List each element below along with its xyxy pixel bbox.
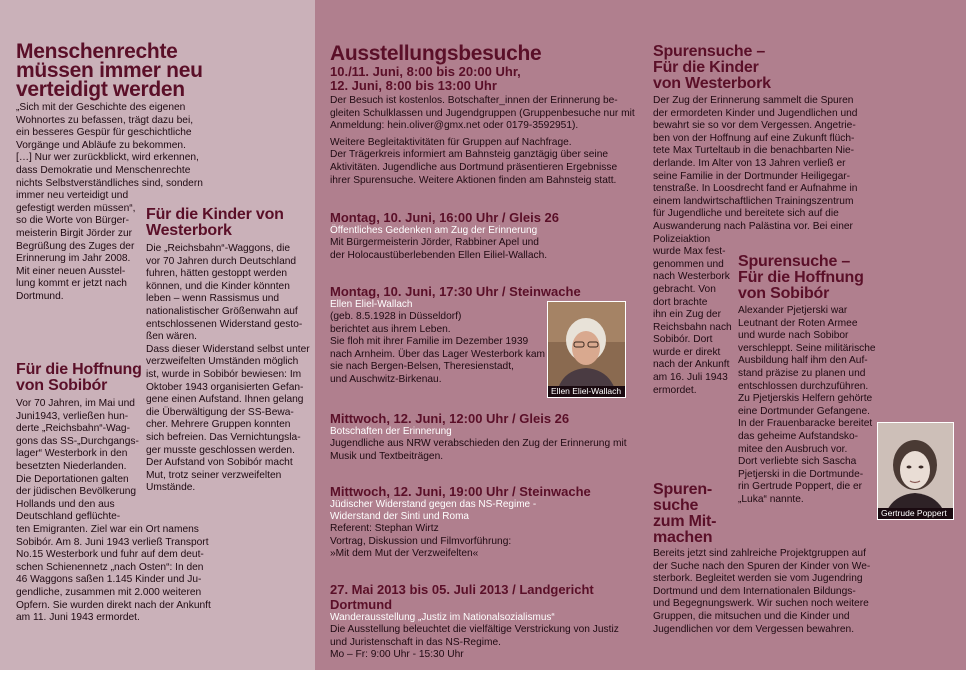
event-3-subtitle: Botschaften der Erinnerung [330, 426, 452, 437]
westerbork-children-section [146, 207, 311, 495]
event-2: Montag, 10. Juni, 17:30 Uhr / Steinwache Ellen Eliel-Wallach (geb. 8.5.1928 in Düsseldorf) berichtet aus ihrem Leben. Sie floh mit ihrer Familie im Dezember 1939 nach Arnheim. Über das Lager Westerbork kam sie nach Bergen-Belsen, Theresienstadt, und Auschwitz-Birkenau. [330, 284, 635, 387]
event-3: Mittwoch, 12. Juni, 12:00 Uhr / Gleis 26 Botschaften der Erinnerung Jugendliche aus NRW verabschieden den Zug der Erinnerung mit Musik und Textbeiträgen. [330, 411, 635, 463]
event-1-subtitle: Öffentliches Gedenken am Zug der Erinnerung [330, 225, 538, 236]
visits-intro: Der Besuch ist kostenlos. Botschafter_innen der Erinnerung be- gleiten Schulklassen und Jugendgruppen (Gruppenbesuche nur mit Anmeldung: hein.oliver@gmx.net oder 0179-3592951). Weitere Begleitaktivitäten für Gruppen auf Nachfrage. Der Trägerkreis informiert am Bahnsteig ganztägig über seine Aktivitäten. Jugendliche aus Dortmund präsentieren Ergebnisse ihrer Spurensuche. Weitere Aktionen finden am Bahnsteig statt. [330, 95, 635, 186]
event-5-title: 27. Mai 2013 bis 05. Juli 2013 / Landgericht Dortmund [330, 582, 594, 612]
visits-dates: 10./11. Juni, 8:00 bis 20:00 Uhr, 12. Juni, 8:00 bis 13:00 Uhr [330, 64, 521, 93]
join-search-title: Spuren- suche zum Mit- machen [653, 481, 717, 546]
event-4-subtitle: Jüdischer Widerstand gegen das NS-Regime - Widerstand der Sinti und Roma [330, 499, 537, 522]
join-search-text: Bereits jetzt sind zahlreiche Projektgruppen auf der Suche nach den Spuren der Kinder von We- sterbork. Begleitet werden sie vom Jugendring Dortmund und dem Internationalen Bildungs- und Begegnungswerk. Wir suchen noch weitere Gruppen, die mitsuchen und die Kinder und Jugendlichen vor dem Vergessen bewahren. [653, 548, 871, 635]
ellen-photo-caption: Ellen Eliel-Wallach [548, 386, 625, 397]
event-5: 27. Mai 2013 bis 05. Juli 2013 / Landgericht Dortmund Wanderausstellung „Justiz im Nationalsozialismus“ Die Ausstellung beleuchtet die vielfältige Verstrickung von Justiz und Juristenschaft in das NS-Regime. Mo – Fr: 9:00 Uhr - 15:30 Uhr [330, 582, 640, 662]
westerbork-search-title: Spurensuche – Für die Kinder von Westerbork [653, 43, 771, 92]
sobibor-hope-text: Vor 70 Jahren, im Mai und Juni1943, verließen hun- derte „Reichsbahn“-Wag- gons das SS-„Durchgangs- lager“ Westerbork in den besetzten Niederlanden. Die Deportationen galten der jüdischen Bevölkerung Hollands und den aus Deutschland geflüchte- ten Emigranten. Ziel war ein Ort namens Sobibór. Am 8. Juni 1943 verließ Transport No.15 Westerbork und fuhr auf dem deut- schen Schienennetz „nach Osten“: In den 46 Waggons saßen 1.145 Kinder und Ju- gendliche, zusammen mit 2.000 weiteren Opfern. Sie wurden direkt nach der Ankunft am 11. Juni 1943 ermordet. [16, 398, 211, 624]
event-2-subtitle: Ellen Eliel-Wallach [330, 299, 413, 310]
ellen-eliel-wallach-photo [547, 301, 626, 398]
event-2-title: Montag, 10. Juni, 17:30 Uhr / Steinwache [330, 284, 581, 299]
westerbork-children-text: Die „Reichsbahn“-Waggons, die vor 70 Jahren durch Deutschland fuhren, hätten gestoppt werden können, und die Kinder könnten leben – wenn Rassismus und nationalistischer Größenwahn auf entschlossenen Widerstand gesto- ßen wären. Dass dieser Widerstand selbst unter verzweifelten Umständen möglich ist, wurde in Sobibór bewiesen: Im Oktober 1943 organisierten Gefan- gene einen Aufstand. Ihnen gelang die Überwältigung der SS-Bewa- cher. Mehrere Gruppen konnten sich befreien. Das Vernichtungsla- ger musste geschlossen werden. Der Aufstand von Sobibór macht Mut, trotz seiner verzweifelten Umstände. [146, 243, 310, 494]
gertrude-photo-caption: Gertrude Poppert [878, 508, 953, 519]
westerbork-search-text: Der Zug der Erinnerung sammelt die Spuren der ermordeten Kinder und Jugendlichen und bewahrt sie so vor dem Vergessen. Angetrie- ben von der Hoffnung auf eine Zukunft flüch- tete Max Turteltaub in die benachbarten Nie- derlande. Im Alter von 13 Jahren verließ er seine Familie in der Dortmunder Heiligegar- tenstraße. In Loosdrecht fand er Aufnahme in einem landwirtschaftlichen Trainingszentrum für Jugendliche und bereitete sich auf die Auswanderung nach Palästina vor. Bei einer Polizeiaktion wurde Max fest- genommen und nach Westerbork gebracht. Von dort brachte ihn ein Zug der Reichsbahn nach Sobibór. Dort wurde er direkt nach der Ankunft am 16. Juli 1943 ermordet. [653, 95, 858, 396]
sobibor-search-title: Spurensuche – Für die Hoffnung von Sobibór [738, 253, 864, 302]
event-1: Montag, 10. Juni, 16:00 Uhr / Gleis 26 Öffentliches Gedenken am Zug der Erinnerung Mit Bürgermeisterin Jörder, Rabbiner Apel und der Holocaustüberlebenden Ellen Eiliel-Wallach. [330, 210, 635, 262]
human-rights-quote: „Sich mit der Geschichte des eigenen Wohnortes zu befassen, trägt dazu bei, ein besseres Gespür für geschichtliche Vorgänge und Abläufe zu bekommen. […] Nur wer zurückblickt, wird erkennen, dass Demokratie und Menschenrechte nichts Selbstverständliches sind, sondern immer neu verteidigt und gefestigt werden müssen“, so die Worte von Bürger- meisterin Birgit Jörder zur Begrüßung des Zuges der Erinnerung im Jahr 2008. Mit einer neuen Ausstel- lung kommt er jetzt nach Dortmund. [16, 102, 203, 302]
join-search-section [653, 482, 953, 636]
sobibor-search-text: Alexander Pjetjerski war Leutnant der Roten Armee und wurde nach Sobibor verschleppt. Seine militärische Ausbildung half ihm den Auf- stand präzise zu planen und entschlossen durchzuführen. Zu Pjetjerskis Helfern gehörte eine Dortmunder Gefangene. In der Frauenbaracke bereitet das geheime Aufstandsko- mitee den Ausbruch vor. Dort verliebte sich Sascha Pjetjerski in die Dortmunde- rin Gertrude Poppert, die er „Luka“ nannte. [738, 305, 876, 505]
event-4-title: Mittwoch, 12. Juni, 19:00 Uhr / Steinwache [330, 484, 591, 499]
event-3-title: Mittwoch, 12. Juni, 12:00 Uhr / Gleis 26 [330, 411, 570, 426]
portrait-image [548, 302, 625, 397]
sobibor-search-section [738, 254, 878, 507]
visits-section [330, 44, 635, 187]
westerbork-children-title: Für die Kinder von Westerbork [146, 206, 284, 239]
event-1-title: Montag, 10. Juni, 16:00 Uhr / Gleis 26 [330, 210, 560, 225]
sobibor-hope-title: Für die Hoffnung von Sobibór [16, 361, 142, 394]
visits-title: Ausstellungsbesuche [330, 42, 542, 65]
human-rights-title: Menschenrechte müssen immer neu verteidigt werden [16, 40, 203, 101]
event-4: Mittwoch, 12. Juni, 19:00 Uhr / Steinwache Jüdischer Widerstand gegen das NS-Regime - Widerstand der Sinti und Roma Referent: Stephan Wirtz Vortrag, Diskussion und Filmvorführung: »Mit dem Mut der Verzweifelten« [330, 484, 635, 561]
event-5-subtitle: Wanderausstellung „Justiz im Nationalsozialismus“ [330, 612, 555, 623]
